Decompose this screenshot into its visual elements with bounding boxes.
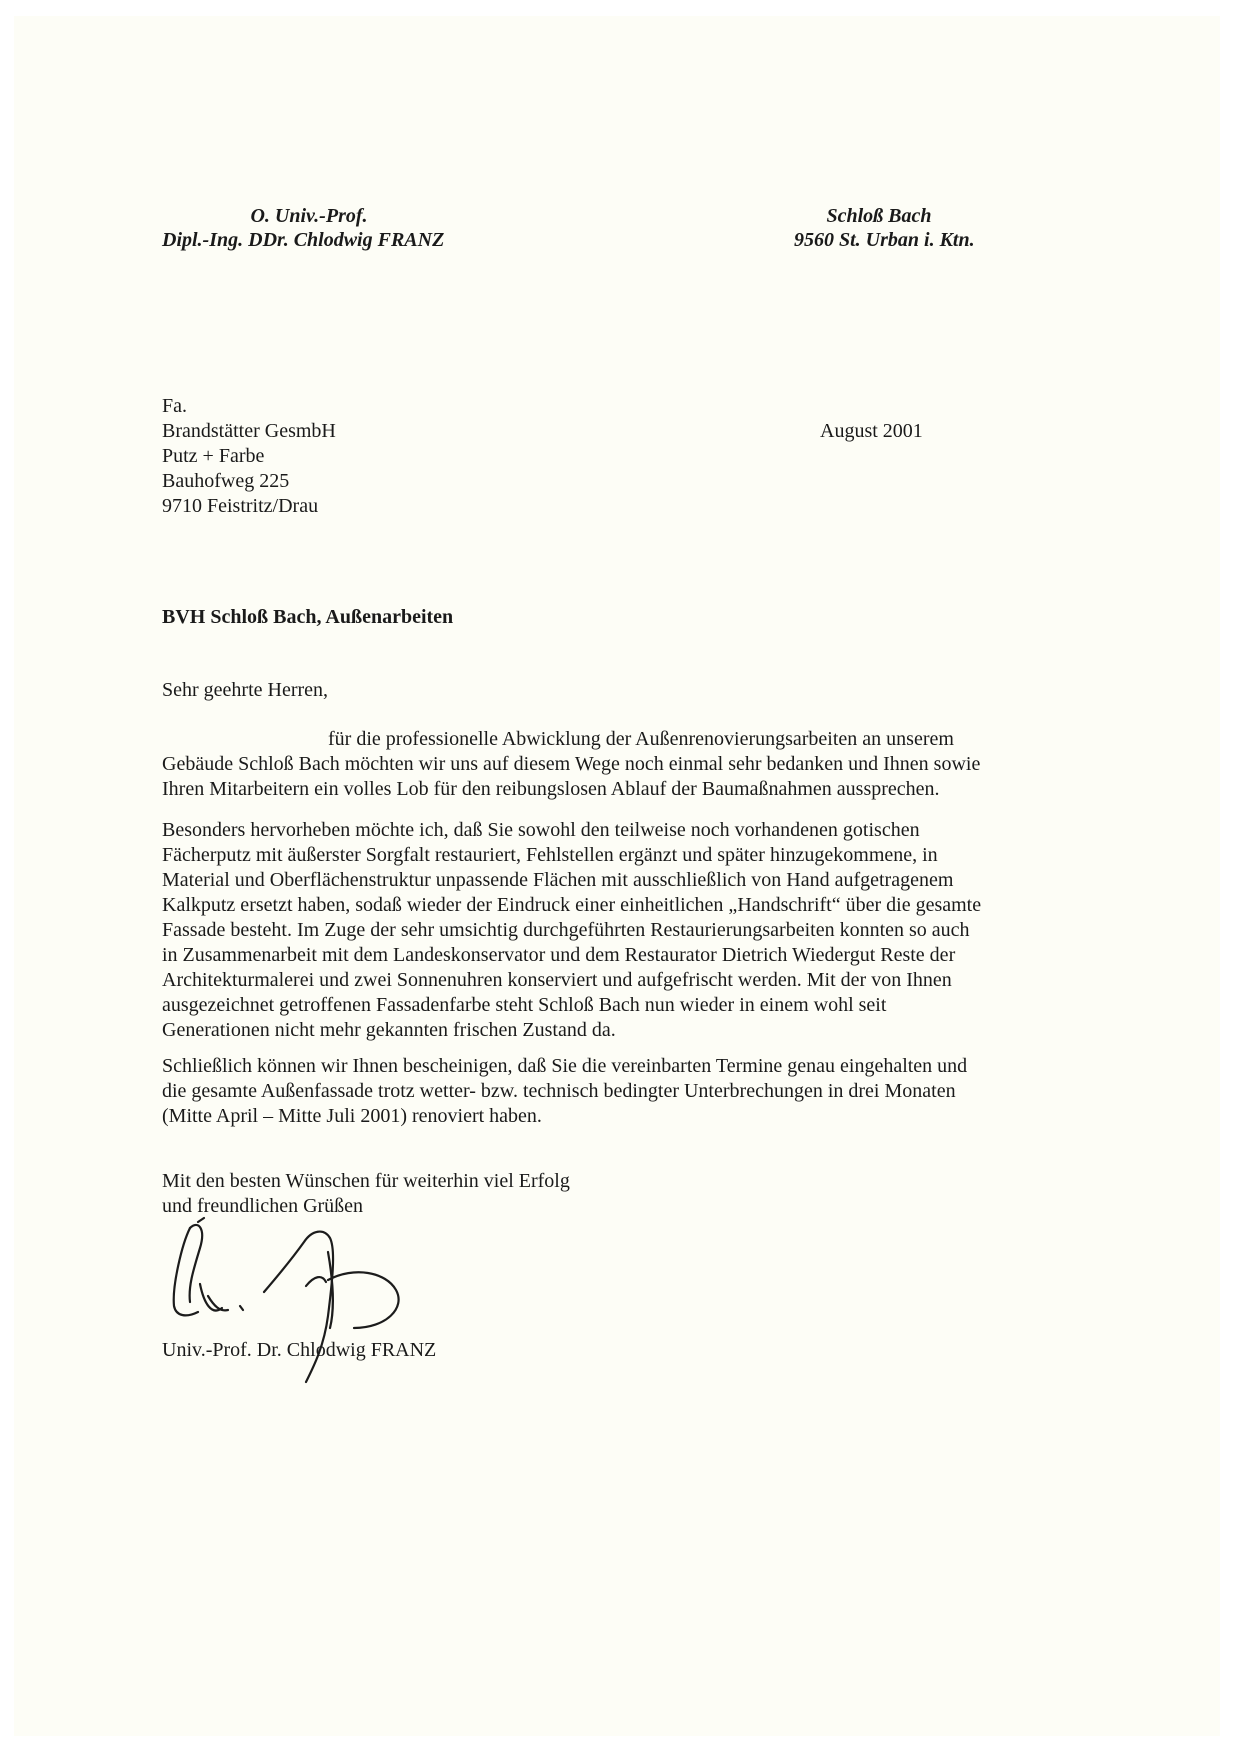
- paragraph-line: Fächerputz mit äußerster Sorgfalt restauriert, Fehlstellen ergänzt und später hinzugekommene, in: [162, 844, 938, 866]
- signature-name: Univ.-Prof. Dr. Chlodwig FRANZ: [162, 1339, 437, 1361]
- paragraph-line: Kalkputz ersetzt haben, sodaß wieder der Eindruck einer einheitlichen „Handschrift“ über die gesamte: [162, 894, 982, 916]
- recipient-line: 9710 Feistritz/Drau: [162, 495, 319, 517]
- paragraph-line: Generationen nicht mehr gekannten frischen Zustand da.: [162, 1019, 616, 1041]
- recipient-line: Putz + Farbe: [162, 445, 265, 467]
- sender-title: O. Univ.-Prof.: [250, 205, 368, 227]
- letter-date: August 2001: [820, 420, 923, 442]
- letter-page: [14, 16, 1220, 1736]
- paragraph-line: Besonders hervorheben möchte ich, daß Sie sowohl den teilweise noch vorhandenen gotischen: [162, 819, 920, 841]
- closing-line: Mit den besten Wünschen für weiterhin viel Erfolg: [162, 1170, 570, 1192]
- handwritten-signature: [14, 16, 1220, 1736]
- sender-name: Dipl.-Ing. DDr. Chlodwig FRANZ: [162, 229, 445, 251]
- recipient-line: Fa.: [162, 395, 187, 417]
- paragraph-line: (Mitte April – Mitte Juli 2001) renoviert haben.: [162, 1105, 542, 1127]
- sender-place: Schloß Bach: [826, 205, 932, 227]
- paragraph-line: Ihren Mitarbeitern ein volles Lob für den reibungslosen Ablauf der Baumaßnahmen aussprechen.: [162, 778, 940, 800]
- recipient-line: Bauhofweg 225: [162, 470, 290, 492]
- salutation: Sehr geehrte Herren,: [162, 679, 329, 701]
- sender-address: 9560 St. Urban i. Ktn.: [794, 229, 975, 251]
- paragraph-line: Material und Oberflächenstruktur unpassende Flächen mit ausschließlich von Hand aufgetragenem: [162, 869, 954, 891]
- paragraph-line: Architekturmalerei und zwei Sonnenuhren konserviert und aufgefrischt werden. Mit der von Ihnen: [162, 969, 952, 991]
- paragraph-line: ausgezeichnet getroffenen Fassadenfarbe steht Schloß Bach nun wieder in einem wohl seit: [162, 994, 887, 1016]
- paragraph-line: für die professionelle Abwicklung der Außenrenovierungsarbeiten an unserem: [328, 728, 954, 750]
- subject-line: BVH Schloß Bach, Außenarbeiten: [162, 606, 454, 628]
- paragraph-line: in Zusammenarbeit mit dem Landeskonservator und dem Restaurator Dietrich Wiedergut Reste der: [162, 944, 956, 966]
- paragraph-line: die gesamte Außenfassade trotz wetter- bzw. technisch bedingter Unterbrechungen in drei Monaten: [162, 1080, 956, 1102]
- closing-line: und freundlichen Grüßen: [162, 1195, 364, 1217]
- paragraph-line: Gebäude Schloß Bach möchten wir uns auf diesem Wege noch einmal sehr bedanken und Ihnen sowie: [162, 753, 981, 775]
- recipient-line: Brandstätter GesmbH: [162, 420, 336, 442]
- paragraph-line: Schließlich können wir Ihnen bescheinigen, daß Sie die vereinbarten Termine genau eingehalten und: [162, 1055, 968, 1077]
- paragraph-line: Fassade besteht. Im Zuge der sehr umsichtig durchgeführten Restaurierungsarbeiten konnten so auch: [162, 919, 970, 941]
